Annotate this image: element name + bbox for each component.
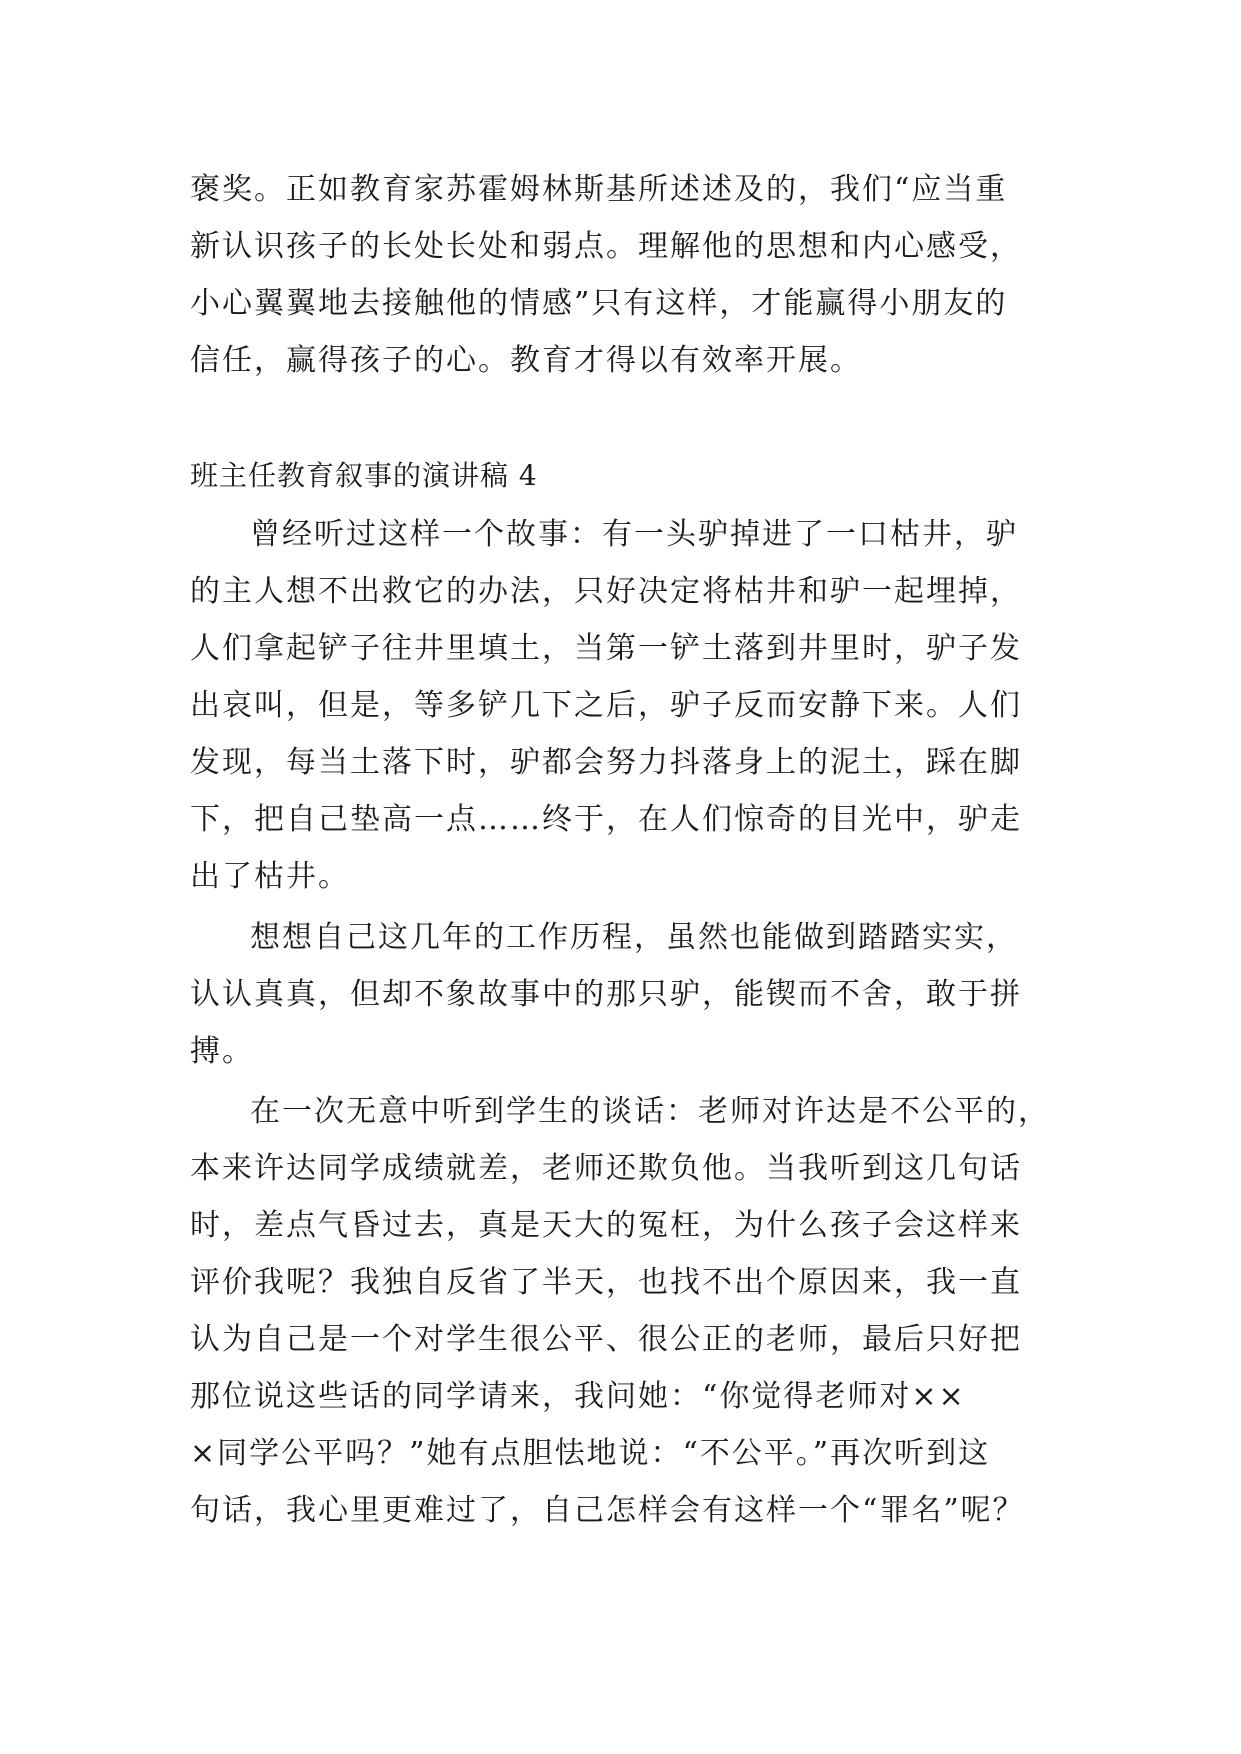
- section-title: 班主任教育叙事的演讲稿 4: [190, 459, 538, 492]
- paragraph-line: 本来许达同学成绩就差，老师还欺负他。当我听到这几句话: [190, 1151, 1022, 1186]
- paragraph-line: 曾经听过这样一个故事：有一头驴掉进了一口枯井，驴: [250, 517, 1018, 552]
- paragraph-line: 时，差点气昏过去，真是天大的冤枉，为什么孩子会这样来: [190, 1208, 1022, 1243]
- paragraph-line: 出了枯井。: [190, 859, 350, 894]
- paragraph-line: 小心翼翼地去接触他的情感”只有这样，才能赢得小朋友的: [190, 286, 1008, 321]
- paragraph-line: 下，把自己垫高一点……终于，在人们惊奇的目光中，驴走: [190, 802, 1022, 837]
- paragraph-line: 那位说这些话的同学请来，我问她：“你觉得老师对××: [190, 1379, 966, 1414]
- paragraph-line: 信任，赢得孩子的心。教育才得以有效率开展。: [190, 343, 862, 378]
- paragraph-line: 搏。: [190, 1034, 254, 1069]
- paragraph-line: 出哀叫，但是，等多铲几下之后，驴子反而安静下来。人们: [190, 688, 1022, 723]
- paragraph-line: 评价我呢？我独自反省了半天，也找不出个原因来，我一直: [190, 1265, 1022, 1300]
- paragraph-line: ×同学公平吗？”她有点胆怯地说：“不公平。”再次听到这: [190, 1436, 991, 1471]
- paragraph-line: 人们拿起铲子往井里填土，当第一铲土落到井里时，驴子发: [190, 631, 1022, 666]
- paragraph-line: 句话，我心里更难过了，自己怎样会有这样一个“罪名”呢？: [190, 1493, 1025, 1528]
- paragraph-line: 的主人想不出救它的办法，只好决定将枯井和驴一起埋掉，: [190, 574, 1022, 609]
- paragraph-line: 想想自己这几年的工作历程，虽然也能做到踏踏实实，: [250, 920, 1018, 955]
- paragraph-line: 褒奖。正如教育家苏霍姆林斯基所述述及的，我们“应当重: [190, 172, 1008, 207]
- paragraph-line: 认认真真，但却不象故事中的那只驴，能锲而不舍，敢于拼: [190, 977, 1022, 1012]
- paragraph-line: 认为自己是一个对学生很公平、很公正的老师，最后只好把: [190, 1322, 1022, 1357]
- paragraph-line: 在一次无意中听到学生的谈话：老师对许达是不公平的，: [250, 1094, 1050, 1129]
- paragraph-line: 新认识孩子的长处长处和弱点。理解他的思想和内心感受，: [190, 229, 1022, 264]
- paragraph-line: 发现，每当土落下时，驴都会努力抖落身上的泥土，踩在脚: [190, 745, 1022, 780]
